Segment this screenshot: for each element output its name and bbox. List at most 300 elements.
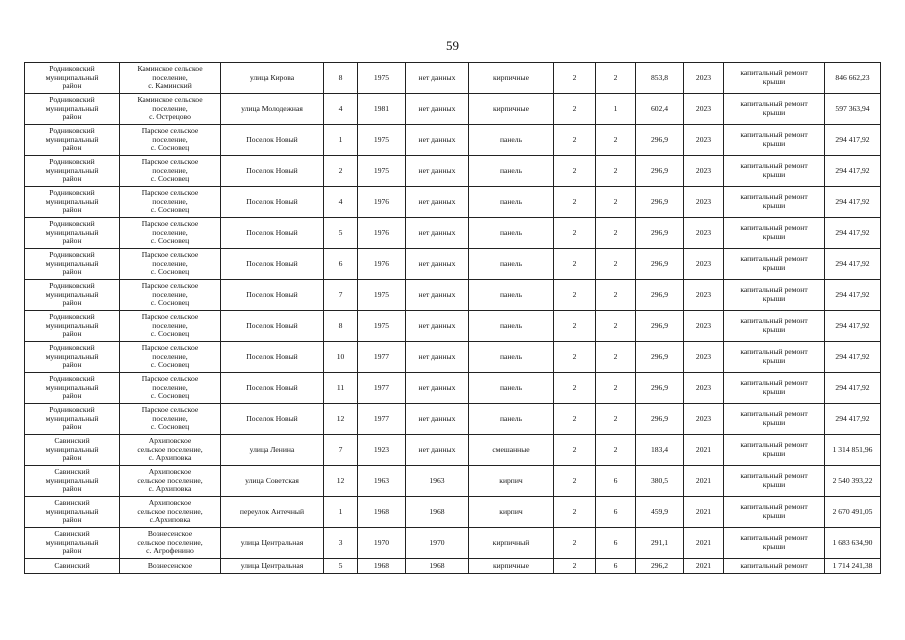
cell-text: Родниковский муниципальный район [45,281,99,308]
cell-text: 294 417,92 [835,382,870,392]
cell-wall-material [469,125,554,156]
cell-text: 296,9 [650,289,669,299]
cell-work-year [684,156,724,187]
cell-text: 2023 [695,320,712,330]
cell-text: 2 [613,320,618,330]
cell-text: нет данных [418,258,456,268]
cell-entrance-count [596,280,636,311]
cell-text: 1975 [373,320,390,330]
cell-text: 1975 [373,72,390,82]
cell-entrance-count [596,249,636,280]
cell-text: Поселок Новый [246,320,298,330]
cell-area [636,218,684,249]
cell-text: 2023 [695,351,712,361]
cell-text: 183,4 [650,444,669,454]
cell-text: Савинский муниципальный район [45,436,99,463]
cell-text: капитальный ремонт крыши [740,192,808,210]
cell-work-type [724,466,825,497]
cell-build-year [358,63,406,94]
cell-work-year [684,94,724,125]
cell-house-number [324,404,358,435]
cell-settlement [120,373,221,404]
cell-text: улица Ленина [249,444,295,454]
cell-text: нет данных [418,227,456,237]
cell-text: капитальный ремонт крыши [740,502,808,520]
cell-text: 294 417,92 [835,165,870,175]
cell-text: Родниковский муниципальный район [45,374,99,401]
cell-work-type [724,311,825,342]
cell-house-number [324,466,358,497]
cell-text: 1977 [373,413,390,423]
cell-text: 1963 [429,475,445,485]
cell-work-type [724,94,825,125]
cell-text: 1976 [373,258,390,268]
cell-cost [825,156,881,187]
cell-text: Поселок Новый [246,165,298,175]
cell-text: Парское сельское поселение, с. Сосновец [141,126,199,153]
cell-text: 6 [613,537,618,547]
cell-text: Родниковский муниципальный район [45,405,99,432]
cell-text: 1963 [373,475,390,485]
cell-text: 2 [613,258,618,268]
cell-text: Савинский муниципальный район [45,467,99,494]
cell-street [221,528,324,559]
cell-text: 459,9 [650,506,669,516]
cell-settlement [120,280,221,311]
cell-house-number [324,249,358,280]
cell-build-year [358,187,406,218]
cell-house-number [324,63,358,94]
cell-street [221,94,324,125]
cell-entrance-count [596,497,636,528]
cell-text: 1 683 634,90 [832,537,873,547]
cell-commission-year [406,342,469,373]
cell-text: 1 314 851,96 [832,444,873,454]
cell-text: панель [499,258,523,268]
cell-text: Архиповское сельское поселение, с. Архиповка [137,436,203,463]
cell-text: Парское сельское поселение, с. Сосновец [141,157,199,184]
cell-build-year [358,125,406,156]
cell-work-year [684,63,724,94]
cell-build-year [358,497,406,528]
cell-text: Поселок Новый [246,382,298,392]
cell-floor-count [554,187,596,218]
cell-text: 6 [613,560,618,570]
cell-entrance-count [596,125,636,156]
cell-text: панель [499,289,523,299]
cell-work-type [724,435,825,466]
cell-text: капитальный ремонт крыши [740,223,808,241]
cell-work-year [684,435,724,466]
table-row [25,218,881,249]
cell-text: кирпичные [492,560,530,570]
cell-text: 846 662,23 [835,72,870,82]
cell-wall-material [469,559,554,574]
cell-text: кирпичные [492,72,530,82]
cell-text: панель [499,382,523,392]
cell-text: 380,5 [650,475,669,485]
cell-text: капитальный ремонт крыши [740,471,808,489]
cell-text: 294 417,92 [835,227,870,237]
cell-entrance-count [596,342,636,373]
cell-house-number [324,373,358,404]
cell-work-type [724,63,825,94]
cell-entrance-count [596,559,636,574]
cell-work-year [684,342,724,373]
cell-street [221,125,324,156]
cell-floor-count [554,249,596,280]
cell-street [221,249,324,280]
cell-text: нет данных [418,72,456,82]
cell-settlement [120,125,221,156]
cell-house-number [324,94,358,125]
cell-text: 294 417,92 [835,258,870,268]
cell-text: 294 417,92 [835,320,870,330]
cell-work-type [724,497,825,528]
cell-text: 2 [572,165,577,175]
cell-work-type [724,373,825,404]
cell-text: Вознесенское [147,560,193,570]
cell-street [221,559,324,574]
cell-text: Родниковский муниципальный район [45,343,99,370]
cell-entrance-count [596,156,636,187]
cell-wall-material [469,311,554,342]
cell-work-year [684,218,724,249]
cell-text: 12 [336,413,345,423]
cell-work-type [724,125,825,156]
cell-text: 2 [613,227,618,237]
cell-text: 602,4 [650,103,669,113]
cell-cost [825,249,881,280]
cell-house-number [324,156,358,187]
cell-text: капитальный ремонт крыши [740,347,808,365]
table-row [25,94,881,125]
cell-text: 2 [572,227,577,237]
cell-entrance-count [596,435,636,466]
cell-cost [825,280,881,311]
cell-text: 296,9 [650,413,669,423]
cell-build-year [358,280,406,311]
cell-text: 294 417,92 [835,351,870,361]
cell-area [636,404,684,435]
cell-text: капитальный ремонт крыши [740,316,808,334]
cell-work-year [684,404,724,435]
table-row [25,187,881,218]
cell-text: Родниковский муниципальный район [45,219,99,246]
cell-area [636,63,684,94]
cell-text: Каминское сельское поселение, с. Острецово [137,95,203,122]
cell-text: панель [499,227,523,237]
cell-text: переулок Антечный [239,506,305,516]
cell-text: Поселок Новый [246,258,298,268]
cell-floor-count [554,280,596,311]
cell-text: панель [499,320,523,330]
cell-district [25,311,120,342]
cell-text: 2 [572,560,577,570]
cell-entrance-count [596,528,636,559]
cell-text: 2 [338,165,343,175]
cell-build-year [358,311,406,342]
cell-floor-count [554,404,596,435]
cell-cost [825,404,881,435]
cell-street [221,156,324,187]
cell-text: 294 417,92 [835,289,870,299]
cell-work-type [724,559,825,574]
cell-wall-material [469,373,554,404]
cell-area [636,156,684,187]
cell-cost [825,559,881,574]
cell-area [636,249,684,280]
cell-commission-year [406,94,469,125]
cell-text: Родниковский муниципальный район [45,126,99,153]
cell-district [25,497,120,528]
cell-build-year [358,466,406,497]
cell-text: Поселок Новый [246,227,298,237]
cell-work-type [724,156,825,187]
cell-work-type [724,280,825,311]
cell-text: нет данных [418,103,456,113]
cell-text: 5 [338,560,343,570]
cell-text: улица Молодежная [241,103,303,113]
cell-text: 3 [338,537,343,547]
cell-work-year [684,187,724,218]
cell-floor-count [554,497,596,528]
cell-text: 2 [572,103,577,113]
cell-cost [825,63,881,94]
cell-build-year [358,342,406,373]
cell-text: 12 [336,475,345,485]
cell-work-year [684,249,724,280]
cell-district [25,404,120,435]
cell-text: 2 [572,351,577,361]
cell-work-type [724,342,825,373]
cell-text: 1975 [373,289,390,299]
cell-text: кирпич [499,506,523,516]
table-row [25,497,881,528]
cell-settlement [120,94,221,125]
cell-street [221,497,324,528]
cell-entrance-count [596,311,636,342]
cell-text: 4 [338,196,343,206]
cell-text: 5 [338,227,343,237]
cell-text: 1 714 241,38 [832,560,873,570]
cell-house-number [324,559,358,574]
cell-street [221,342,324,373]
cell-house-number [324,187,358,218]
cell-area [636,280,684,311]
cell-commission-year [406,156,469,187]
cell-text: улица Центральная [240,560,304,570]
cell-text: смешанные [492,444,530,454]
cell-text: 2023 [695,227,712,237]
cell-house-number [324,342,358,373]
cell-text: 8 [338,72,343,82]
cell-text: 2 [572,72,577,82]
cell-commission-year [406,125,469,156]
cell-district [25,156,120,187]
cell-text: нет данных [418,196,456,206]
cell-text: Родниковский муниципальный район [45,95,99,122]
cell-cost [825,187,881,218]
cell-work-type [724,187,825,218]
cell-text: 296,2 [650,560,669,570]
cell-text: Вознесенское сельское поселение, с. Агрофенино [137,529,203,556]
cell-text: нет данных [418,444,456,454]
cell-text: 2 540 393,22 [832,475,873,485]
cell-house-number [324,435,358,466]
cell-text: 1977 [373,351,390,361]
cell-text: панель [499,351,523,361]
cell-wall-material [469,187,554,218]
cell-commission-year [406,280,469,311]
cell-text: 7 [338,444,343,454]
cell-build-year [358,94,406,125]
cell-text: 2021 [695,444,712,454]
cell-settlement [120,435,221,466]
cell-text: 2 [572,289,577,299]
cell-text: 2023 [695,289,712,299]
cell-text: 1968 [373,506,390,516]
cell-text: капитальный ремонт крыши [740,99,808,117]
cell-cost [825,218,881,249]
cell-text: 2021 [695,537,712,547]
cell-area [636,342,684,373]
cell-district [25,187,120,218]
cell-text: Родниковский муниципальный район [45,157,99,184]
cell-settlement [120,249,221,280]
cell-work-year [684,528,724,559]
cell-text: Поселок Новый [246,134,298,144]
cell-settlement [120,497,221,528]
cell-settlement [120,466,221,497]
cell-text: Поселок Новый [246,413,298,423]
cell-house-number [324,280,358,311]
cell-street [221,435,324,466]
cell-text: панель [499,134,523,144]
cell-cost [825,342,881,373]
cell-text: Архиповское сельское поселение, с. Архиповка [137,467,203,494]
cell-text: 2023 [695,165,712,175]
cell-text: 2 [613,413,618,423]
cell-commission-year [406,497,469,528]
cell-text: 10 [336,351,345,361]
cell-text: капитальный ремонт крыши [740,378,808,396]
cell-text: нет данных [418,320,456,330]
cell-text: Родниковский муниципальный район [45,64,99,91]
cell-wall-material [469,404,554,435]
cell-text: улица Советская [245,475,299,485]
cell-text: Парское сельское поселение, с. Сосновец [141,374,199,401]
cell-floor-count [554,373,596,404]
cell-area [636,559,684,574]
cell-text: 2023 [695,72,712,82]
table-row [25,466,881,497]
cell-text: 1 [613,103,618,113]
cell-text: 2 [572,444,577,454]
cell-text: Родниковский муниципальный район [45,250,99,277]
cell-text: 1981 [373,103,390,113]
cell-area [636,466,684,497]
cell-text: 1968 [373,560,390,570]
cell-text: 2 [613,382,618,392]
cell-text: 11 [336,382,345,392]
table-row [25,280,881,311]
cell-work-year [684,125,724,156]
cell-text: улица Центральная [240,537,304,547]
cell-area [636,94,684,125]
cell-floor-count [554,218,596,249]
cell-text: капитальный ремонт крыши [740,533,808,551]
table-row [25,156,881,187]
cell-entrance-count [596,187,636,218]
cell-text: 296,9 [650,134,669,144]
cell-floor-count [554,528,596,559]
cell-area [636,497,684,528]
cell-text: 1975 [373,134,390,144]
cell-wall-material [469,342,554,373]
cell-text: 7 [338,289,343,299]
cell-text: капитальный ремонт крыши [740,254,808,272]
cell-text: 296,9 [650,320,669,330]
cell-street [221,404,324,435]
cell-district [25,373,120,404]
cell-text: нет данных [418,382,456,392]
cell-text: 294 417,92 [835,413,870,423]
cell-text: Поселок Новый [246,351,298,361]
cell-text: капитальный ремонт крыши [740,409,808,427]
cell-entrance-count [596,94,636,125]
cell-commission-year [406,218,469,249]
cell-text: нет данных [418,351,456,361]
cell-area [636,125,684,156]
cell-text: 1977 [373,382,390,392]
table-row [25,63,881,94]
table-row [25,249,881,280]
cell-district [25,466,120,497]
cell-text: 2 [572,258,577,268]
cell-district [25,435,120,466]
cell-work-year [684,559,724,574]
cell-settlement [120,187,221,218]
cell-text: кирпич [499,475,523,485]
cell-house-number [324,311,358,342]
cell-cost [825,466,881,497]
table-row [25,311,881,342]
cell-text: 2023 [695,196,712,206]
cell-floor-count [554,435,596,466]
cell-text: 291,1 [650,537,669,547]
cell-text: Парское сельское поселение, с. Сосновец [141,281,199,308]
table-row [25,559,881,574]
cell-work-year [684,280,724,311]
cell-area [636,528,684,559]
cell-street [221,218,324,249]
cell-district [25,559,120,574]
cell-text: 8 [338,320,343,330]
cell-text: нет данных [418,134,456,144]
cell-text: 296,9 [650,165,669,175]
cell-text: 2 [613,196,618,206]
cell-wall-material [469,249,554,280]
page-number: 59 [446,38,459,53]
cell-district [25,528,120,559]
cell-wall-material [469,156,554,187]
cell-house-number [324,528,358,559]
cell-build-year [358,528,406,559]
cell-floor-count [554,63,596,94]
cell-area [636,187,684,218]
cell-district [25,63,120,94]
